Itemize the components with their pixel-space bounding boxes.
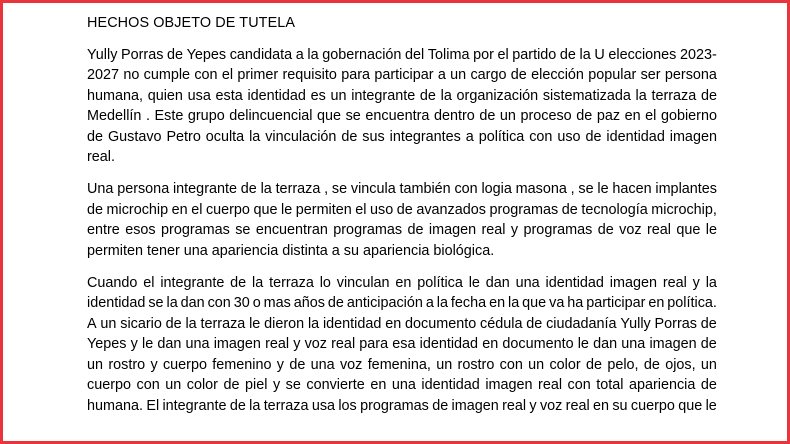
- text-line: cuerpo con un color de piel y se convierte en una identidad imagen real con total apariencia de: [87, 377, 717, 393]
- text-line: de Gustavo Petro oculta la vinculación de sus integrantes a política con uso de identidad imagen: [87, 128, 717, 145]
- text-line: A un sicario de la terraza le dieron la identidad en documento cédula de ciudadanía Yully Porras de: [87, 315, 717, 332]
- paragraph-1: [87, 45, 717, 168]
- text-line: humana. El integrante de la terraza usa los programas de imagen real y voz real en su cuerpo que le: [87, 397, 717, 414]
- text-line: Cuando el integrante de la terraza lo vinculan en política le dan una identidad imagen real y la: [87, 274, 717, 291]
- paragraph-2: [87, 179, 717, 261]
- text-line: Yully Porras de Yepes candidata a la gobernación del Tolima por el partido de la U elecciones 2023-: [87, 46, 717, 63]
- text-line: Una persona integrante de la terraza , se vincula también con logia masona , se le hacen implantes: [87, 181, 717, 197]
- text-line: Medellín . Este grupo delincuencial que se encuentra dentro de un proceso de paz en el gobierno: [87, 108, 717, 124]
- text-line: un rostro y cuerpo femenino y de una voz femenina, un rostro con un color de pelo, de ojos, un: [87, 356, 717, 373]
- document-page: [87, 13, 717, 428]
- text-line: identidad se la dan con 30 o mas años de anticipación a la fecha en la que va ha participar en política.: [87, 295, 717, 311]
- text-line: Yepes y le dan una imagen real y voz real para esa identidad en documento le dan una imagen de: [87, 336, 717, 352]
- paragraph-3: [87, 273, 717, 417]
- document-heading: HECHOS OBJETO DE TUTELA: [87, 15, 296, 31]
- text-line: entre esos programas se encuentran programas de imagen real y programas de voz real que le: [87, 222, 717, 238]
- text-line: humana, quien usa esta identidad es un integrante de la organización sistematizada la terraza de: [87, 87, 717, 104]
- text-line: 2027 no cumple con el primer requisito para participar a un cargo de elección popular ser persona: [87, 67, 717, 83]
- text-line: permiten tener una apariencia distinta a su apariencia biológica.: [87, 242, 495, 259]
- text-line: de microchip en el cuerpo que le permiten el uso de avanzados programas de tecnología microchip,: [87, 201, 717, 218]
- text-line: real.: [87, 149, 115, 165]
